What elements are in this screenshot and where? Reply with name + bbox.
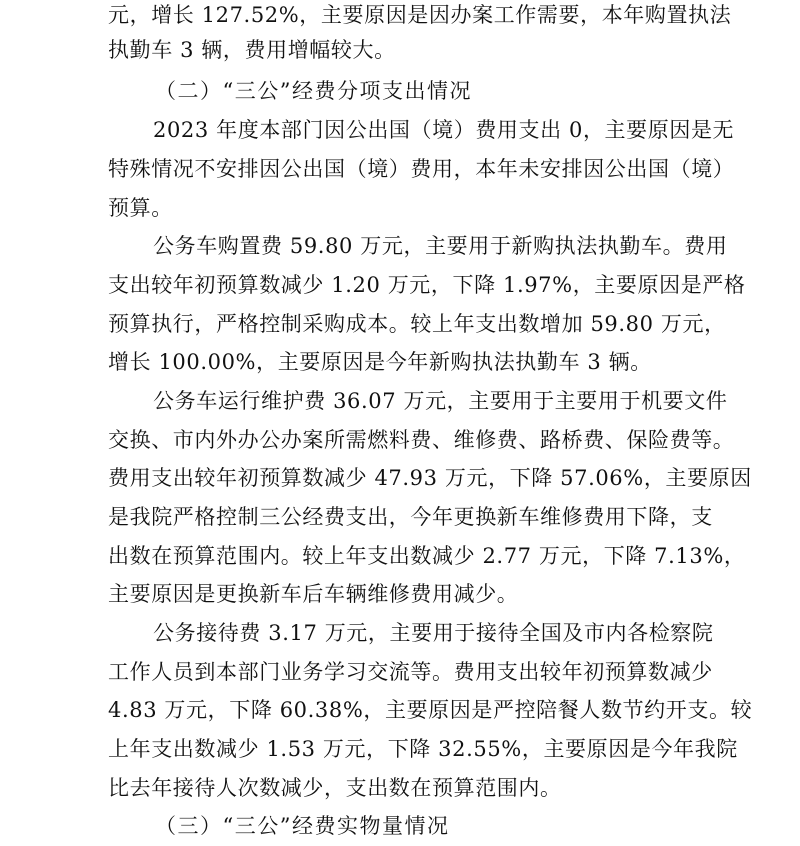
text-line: 元，增长 127.52%，主要原因是因办案工作需要，本年购置执法 <box>108 3 732 27</box>
text-line: 出数在预算范围内。较上年支出数减少 2.77 万元，下降 7.13%， <box>108 544 746 568</box>
text-line: 费用支出较年初预算数减少 47.93 万元，下降 57.06%，主要原因 <box>108 466 752 490</box>
text-line: 比去年接待人次数减少，支出数在预算范围内。 <box>108 776 562 800</box>
text-line: 预算。 <box>108 196 173 220</box>
text-line: 预算执行，严格控制采购成本。较上年支出数增加 59.80 万元， <box>108 312 726 336</box>
text-line: 2023 年度本部门因公出国（境）费用支出 0，主要原因是无 <box>153 118 735 142</box>
text-line: 是我院严格控制三公经费支出，今年更换新车维修费用下降，支 <box>108 505 713 529</box>
section-heading: （二）“三公”经费分项支出情况 <box>155 79 472 103</box>
text-line: 公务接待费 3.17 万元，主要用于接待全国及市内各检察院 <box>153 621 714 645</box>
text-line: 特殊情况不安排因公出国（境）费用，本年未安排因公出国（境） <box>108 157 735 181</box>
text-line: 公务车运行维护费 36.07 万元，主要用于主要用于机要文件 <box>153 389 728 413</box>
text-line: 主要原因是更换新车后车辆维修费用减少。 <box>108 582 519 606</box>
text-line: 4.83 万元，下降 60.38%，主要原因是严控陪餐人数节约开支。较 <box>108 698 753 722</box>
text-line: 支出较年初预算数减少 1.20 万元，下降 1.97%，主要原因是严格 <box>108 273 746 297</box>
text-line: 工作人员到本部门业务学习交流等。费用支出较年初预算数减少 <box>108 660 713 684</box>
text-line: 增长 100.00%，主要原因是今年新购执法执勤车 3 辆。 <box>108 350 652 374</box>
text-line: 执勤车 3 辆，费用增幅较大。 <box>108 38 396 62</box>
text-line: 交换、市内外办公办案所需燃料费、维修费、路桥费、保险费等。 <box>108 428 735 452</box>
text-line: 公务车购置费 59.80 万元，主要用于新购执法执勤车。费用 <box>153 234 728 258</box>
text-line: 上年支出数减少 1.53 万元，下降 32.55%，主要原因是今年我院 <box>108 737 738 761</box>
section-heading: （三）“三公”经费实物量情况 <box>155 814 450 838</box>
